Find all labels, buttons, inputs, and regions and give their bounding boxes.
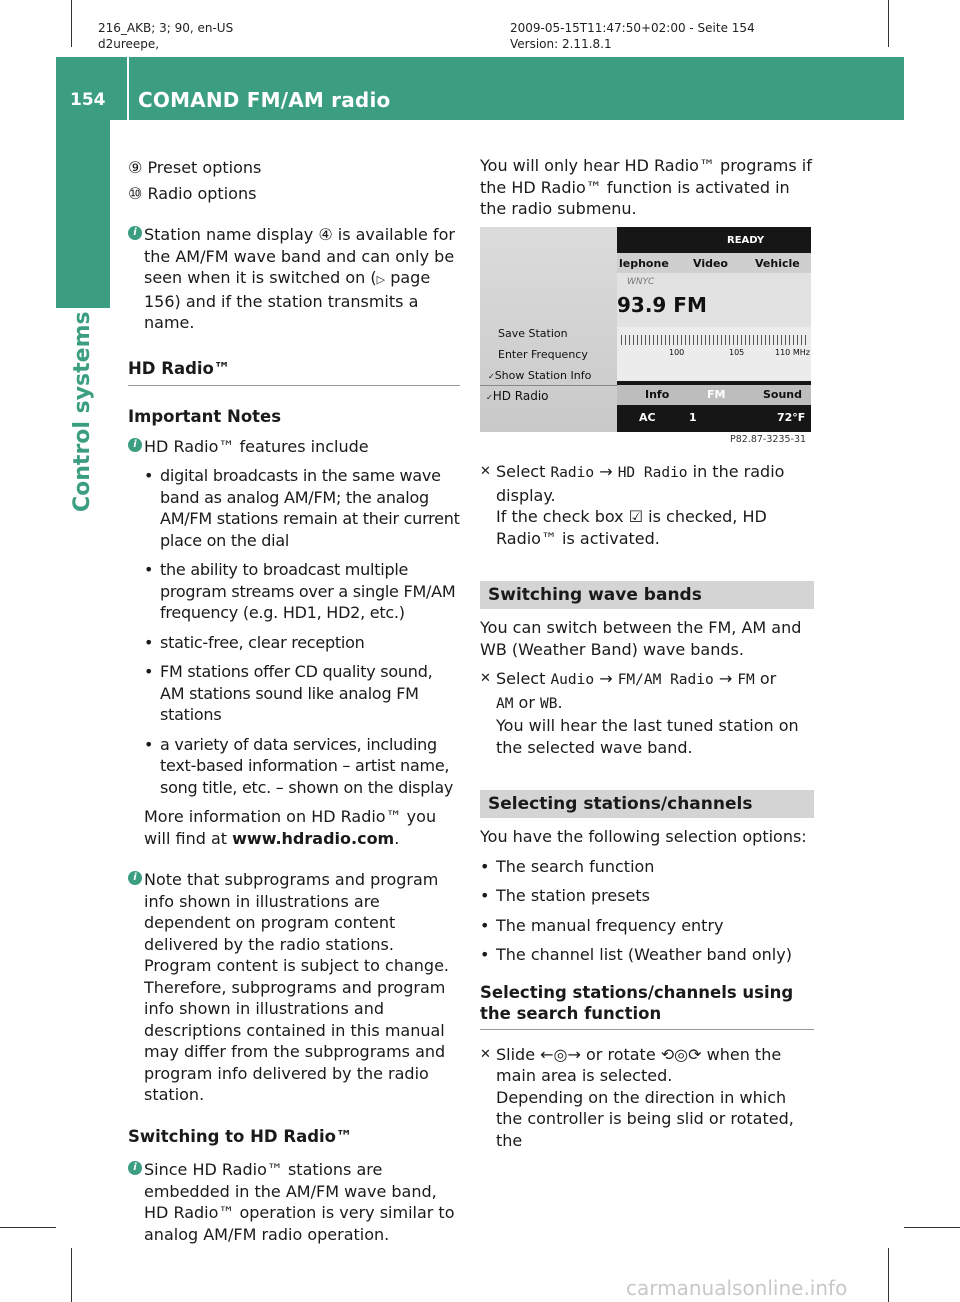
meta-line: Version: 2.11.8.1 xyxy=(510,37,612,51)
list-text: FM stations offer CD quality sound, AM stations sound like analog FM stations xyxy=(160,662,433,724)
callout-number: ④ xyxy=(318,225,333,244)
tab-label: lephone xyxy=(619,257,669,270)
legend-number: ⑩ xyxy=(128,183,143,203)
menu-item: Enter Frequency xyxy=(498,348,588,361)
action-step xyxy=(480,1044,814,1087)
note-text: is available for the AM/FM wave band and can only be seen when it is switched on ( xyxy=(144,225,455,287)
list-item: • static-free, clear reception xyxy=(144,632,365,652)
info-icon: i xyxy=(128,871,142,885)
arrow-icon: → xyxy=(599,669,613,688)
legend-text: Radio options xyxy=(147,183,257,203)
list-text: digital broadcasts in the same wave band as analog AM/FM; the analog AM/FM stations remain at their current place on the dial xyxy=(160,466,460,550)
menu-item: Save Station xyxy=(498,327,568,340)
scale-ticks xyxy=(621,335,807,345)
list-text: The channel list (Weather band only) xyxy=(496,945,792,964)
text: . xyxy=(557,692,563,712)
section-label: Control systems xyxy=(70,311,95,512)
text: or rotate xyxy=(580,1044,661,1064)
list-item: • digital broadcasts in the same wave band as analog AM/FM; the analog AM/FM stations remain at their current place on the dial xyxy=(144,466,460,550)
list-text: a variety of data services, including text-based information – artist name, song title, etc. – shown on the display xyxy=(160,734,454,797)
step-arrow-icon: ✕ xyxy=(480,1046,491,1062)
climate-item: 1 xyxy=(689,411,697,424)
text: Select xyxy=(496,462,551,481)
list-item: • a variety of data services, including text-based information – artist name, song title, etc. – shown on the display xyxy=(144,734,454,797)
slide-controller-icon: ←◎→ xyxy=(540,1044,581,1064)
image-caption: P82.87-3235-31 xyxy=(730,434,807,445)
subheading: Switching to HD Radio™ xyxy=(128,1126,353,1146)
legend-item xyxy=(128,157,460,179)
info-icon: i xyxy=(128,438,142,452)
meta-line: 216_AKB; 3; 90, en-US xyxy=(98,21,234,35)
frequency-display: 93.9 FM xyxy=(617,293,707,317)
scale-label: 105 xyxy=(729,348,745,357)
list-text: static-free, clear reception xyxy=(160,632,365,652)
info-icon: i xyxy=(128,1161,142,1175)
list-item: • The channel list (Weather band only) xyxy=(480,945,792,964)
legend-item xyxy=(128,183,460,205)
action-step xyxy=(480,461,814,506)
meta-line: 2009-05-15T11:47:50+02:00 - Seite 154 xyxy=(510,21,755,35)
info-note xyxy=(128,1159,460,1245)
more-info xyxy=(128,806,460,849)
step-arrow-icon: ✕ xyxy=(480,671,491,686)
text: . xyxy=(394,828,400,848)
menu-item-label: HD Radio xyxy=(492,389,549,403)
page-ref-icon: ▷ xyxy=(376,273,386,286)
menu-term: Radio xyxy=(550,465,595,481)
page-number: 154 xyxy=(70,90,106,110)
step-arrow-icon: ✕ xyxy=(480,464,491,479)
station-name: WNYC xyxy=(627,277,655,287)
note-text: HD Radio™ features include xyxy=(144,436,369,456)
chapter-title: COMAND FM/AM radio xyxy=(138,88,391,112)
step-result xyxy=(480,506,814,549)
list-text: The station presets xyxy=(496,886,651,905)
crop-mark xyxy=(888,1248,889,1302)
checkbox-icon: ☑ xyxy=(628,507,644,526)
climate-item: AC xyxy=(639,411,656,424)
text: when the main area is selected. xyxy=(496,1044,782,1085)
print-meta-right xyxy=(510,20,755,52)
crop-mark xyxy=(888,0,889,47)
radio-main-area xyxy=(617,227,811,432)
legend-number: ⑨ xyxy=(128,158,143,177)
list-item: • the ability to broadcast multiple program streams over a single FM/AM frequency (e.g. HD1, HD2, etc.) xyxy=(144,560,456,622)
text: or xyxy=(754,669,777,688)
info-note xyxy=(128,436,460,458)
note-text: Since HD Radio™ stations are embedded in the AM/FM wave band, HD Radio™ operation is very similar to analog AM/FM radio operation. xyxy=(144,1160,455,1244)
watermark: carmanualsonline.info xyxy=(626,1276,848,1300)
right-intro xyxy=(480,155,814,220)
tab-label: Video xyxy=(693,257,728,270)
status-text: READY xyxy=(727,235,765,246)
section-heading: HD Radio™ xyxy=(128,358,460,387)
arrow-icon: → xyxy=(599,462,613,481)
menu-term: HD Radio xyxy=(617,465,688,481)
menu-term: WB xyxy=(540,695,558,712)
list-item: • FM stations offer CD quality sound, AM stations sound like analog FM stations xyxy=(144,662,433,724)
crop-mark xyxy=(904,1227,960,1228)
meta-line: d2ureepe, xyxy=(98,37,160,51)
list-text: the ability to broadcast multiple program streams over a single FM/AM frequency (e.g. HD1, HD2, etc.) xyxy=(160,560,456,622)
menu-item: ✓Show Station Info xyxy=(488,369,592,382)
climate-item: 72°F xyxy=(777,411,806,424)
list-item: • The station presets xyxy=(480,886,651,905)
action-step xyxy=(480,668,814,715)
rotate-controller-icon: ⟲◎⟳ xyxy=(660,1044,702,1064)
crop-mark xyxy=(71,0,72,47)
scale-label: 110 MHz xyxy=(775,348,810,357)
radio-submenu xyxy=(480,227,617,432)
text: If the check box xyxy=(496,507,629,526)
info-note xyxy=(128,224,460,334)
note-text: Note that subprograms and program info shown in illustrations are dependent on program content delivered by the radio stations. Program content is subject to change. Therefore, subprograms and program info shown in illustrations and descriptions contained in this manual may differ from the subprograms and program info delivered by the radio station. xyxy=(144,870,449,1104)
text: Slide xyxy=(496,1044,541,1064)
text: is checked, HD Radio™ is activated. xyxy=(496,507,767,548)
scale-label: 100 xyxy=(669,348,685,357)
menu-term: AM xyxy=(496,695,514,712)
website-link: www.hdradio.com xyxy=(232,828,395,848)
bottom-item: Sound xyxy=(763,388,803,401)
bottom-item: Info xyxy=(645,388,670,401)
crop-mark xyxy=(71,1248,72,1302)
menu-term: FM/AM Radio xyxy=(617,672,714,688)
text: Select xyxy=(496,669,551,688)
arrow-icon: → xyxy=(718,669,733,688)
tab-label: Vehicle xyxy=(755,257,800,270)
info-icon: i xyxy=(128,226,142,240)
paragraph: You have the following selection options: xyxy=(480,827,807,846)
legend-text: Preset options xyxy=(147,158,262,177)
subheading: Important Notes xyxy=(128,407,282,426)
menu-item: ✓HD Radio xyxy=(486,389,549,403)
print-meta-left xyxy=(98,20,233,52)
step-result: You will hear the last tuned station on the selected wave band. xyxy=(496,716,799,757)
divider xyxy=(480,385,617,386)
menu-item-label: Show Station Info xyxy=(494,369,592,382)
feature-list xyxy=(128,465,460,798)
paragraph: You can switch between the FM, AM and WB (Weather Band) wave bands. xyxy=(480,618,802,659)
sidebar-tab xyxy=(56,120,110,308)
menu-term: Audio xyxy=(550,672,595,688)
intro-text: You will only hear HD Radio™ programs if the HD Radio™ function is activated in the radio submenu. xyxy=(480,156,812,218)
note-text: Station name display xyxy=(144,225,319,244)
list-item: • The search function xyxy=(480,856,655,876)
section-heading: Selecting stations/channels xyxy=(480,790,814,818)
menu-term: FM xyxy=(737,672,755,688)
list-item: • The manual frequency entry xyxy=(480,915,724,935)
text: in the radio display. xyxy=(496,462,785,505)
crop-mark xyxy=(0,1227,56,1228)
header-divider xyxy=(127,57,129,120)
text: More information on HD Radio™ you will find at xyxy=(144,807,437,848)
note-text: page 156) and if the station transmits a name. xyxy=(144,268,431,332)
left-column xyxy=(128,157,460,1245)
info-note xyxy=(128,869,460,1106)
list-text: The manual frequency entry xyxy=(496,915,724,935)
subheading: Selecting stations/channels using the search function xyxy=(480,982,814,1030)
list-text: The search function xyxy=(496,856,655,876)
bottom-item: FM xyxy=(707,388,726,401)
text: or xyxy=(513,692,541,712)
radio-display-image xyxy=(480,227,811,432)
right-column xyxy=(480,461,814,1151)
step-result: Depending on the direction in which the controller is being slid or rotated, the xyxy=(496,1087,794,1150)
section-heading: Switching wave bands xyxy=(480,581,814,609)
